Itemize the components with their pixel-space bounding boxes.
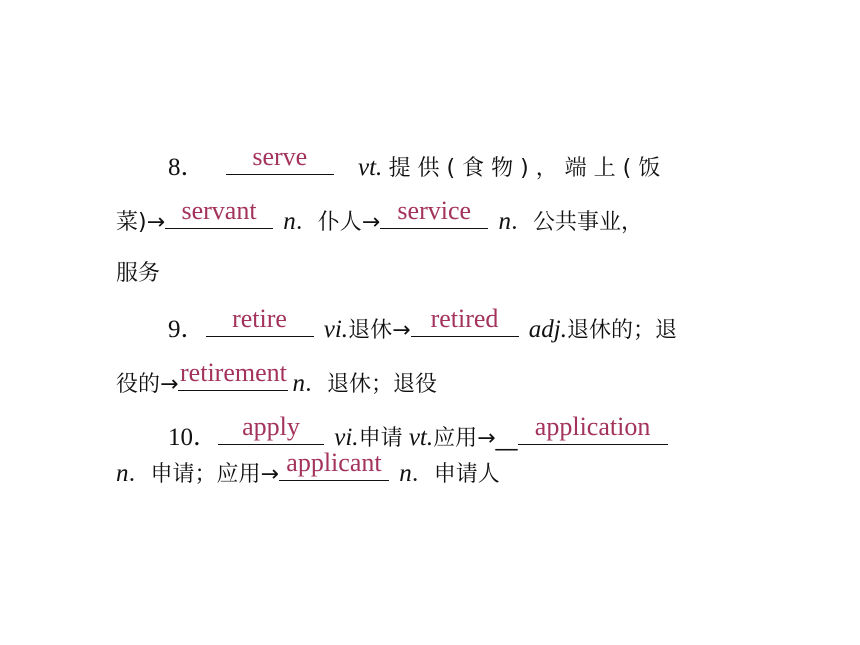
answer-text: application — [534, 412, 651, 441]
part-of-speech: n — [283, 208, 296, 235]
meaning-text: 菜)→ — [116, 210, 166, 235]
answer-blank — [226, 142, 334, 175]
answer-text: retired — [430, 304, 499, 333]
meaning-text: 申请 — [358, 426, 403, 451]
item-number: 10． — [168, 424, 219, 451]
part-of-speech: vt. — [408, 424, 434, 451]
item-9-line-1 — [168, 304, 677, 346]
answer-blank — [518, 412, 668, 445]
meaning-text: ．申请；应用→ — [128, 462, 279, 487]
item-8-line-3 — [116, 258, 160, 289]
answer-text: service — [397, 196, 472, 225]
meaning-text: 提 供 ( 食 物 ) ， 端 上 ( 饭 — [388, 156, 661, 181]
part-of-speech: vi. — [323, 316, 349, 343]
answer-text: apply — [242, 412, 300, 441]
part-of-speech: n — [292, 370, 305, 397]
item-9-line-2 — [116, 358, 437, 400]
item-8-line-2 — [116, 196, 643, 238]
meaning-text: 应用→__ — [433, 426, 518, 451]
meaning-text: ．公共事业， — [510, 210, 643, 235]
part-of-speech: adj. — [528, 316, 567, 343]
answer-blank — [279, 448, 389, 481]
part-of-speech: vt. — [358, 154, 383, 181]
meaning-text: ．申请人 — [411, 462, 500, 487]
meaning-text: 服务 — [116, 261, 161, 286]
meaning-text: 退休的；退 — [566, 318, 677, 343]
answer-blank — [411, 304, 519, 337]
part-of-speech: n — [116, 460, 129, 487]
answer-text: servant — [181, 196, 257, 225]
answer-blank — [218, 412, 324, 445]
item-8-line-1 — [168, 142, 661, 184]
answer-text: applicant — [286, 448, 382, 477]
answer-blank — [165, 196, 273, 229]
part-of-speech: n — [498, 208, 511, 235]
answer-blank — [206, 304, 314, 337]
answer-blank — [178, 358, 288, 391]
item-10-line-2 — [116, 448, 500, 490]
meaning-text: ．仆人→ — [295, 210, 381, 235]
answer-blank — [380, 196, 488, 229]
meaning-text: ．退休；退役 — [304, 372, 437, 397]
answer-text: serve — [252, 142, 308, 171]
answer-text: retire — [232, 304, 287, 333]
answer-text: retirement — [180, 358, 287, 387]
part-of-speech: vi. — [334, 424, 359, 451]
item-number: 8． — [168, 154, 206, 181]
part-of-speech: n — [399, 460, 412, 487]
item-10-line-1 — [168, 412, 672, 454]
meaning-text: 退休→ — [348, 318, 411, 343]
item-number: 9． — [168, 316, 206, 343]
meaning-text: 役的→ — [116, 372, 179, 397]
